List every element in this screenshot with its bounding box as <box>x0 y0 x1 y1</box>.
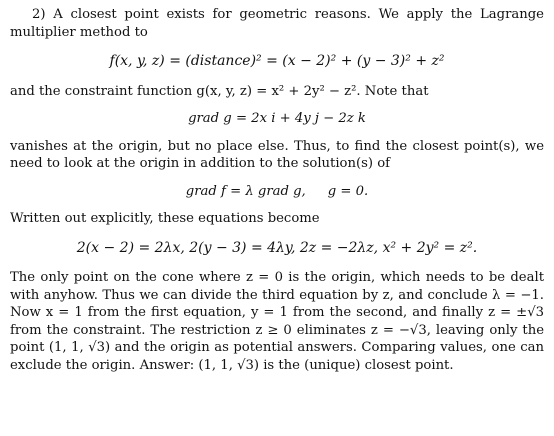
explicit-equations: 2(x − 2) = 2λx, 2(y − 3) = 4λy, 2z = −2λz, x² + 2y² = z². <box>76 239 478 256</box>
gradient-equation: grad g = 2x i + 4y j − 2z k <box>188 111 366 126</box>
intro-paragraph: 2) A closest point exists for geometric reasons. We apply the Lagrange multiplier method to <box>10 7 544 40</box>
constraint-paragraph: and the constraint function g(x, y, z) = x² + 2y² − z². Note that <box>10 83 429 99</box>
lagrange-gradient-condition: grad f = λ grad g, <box>185 183 306 199</box>
explicit-paragraph: Written out explicitly, these equations become <box>10 211 320 226</box>
lagrange-system-equation <box>10 183 544 201</box>
constraint-condition: g = 0. <box>327 183 369 199</box>
origin-paragraph: vanishes at the origin, but no place else. Thus, to find the closest point(s), we need to look at the origin in addition to the solution(s) of <box>10 138 544 171</box>
conclusion-paragraph: The only point on the cone where z = 0 is the origin, which needs to be dealt with anyhow. Thus we can divide the third equation by z, and conclude λ = −1. Now x = 1 from the first equation, y = 1 from the second, and finally z = ±√3 from the constraint. The restriction z ≥ 0 eliminates z = −√3, leaving only the point (1, 1, √3) and the origin as potential answers. Comparing values, one can exclude the origin. Answer: (1, 1, √3) is the (unique) closest point. <box>10 270 544 373</box>
distance-function-equation: f(x, y, z) = (distance)² = (x − 2)² + (y − 3)² + z² <box>109 53 445 69</box>
